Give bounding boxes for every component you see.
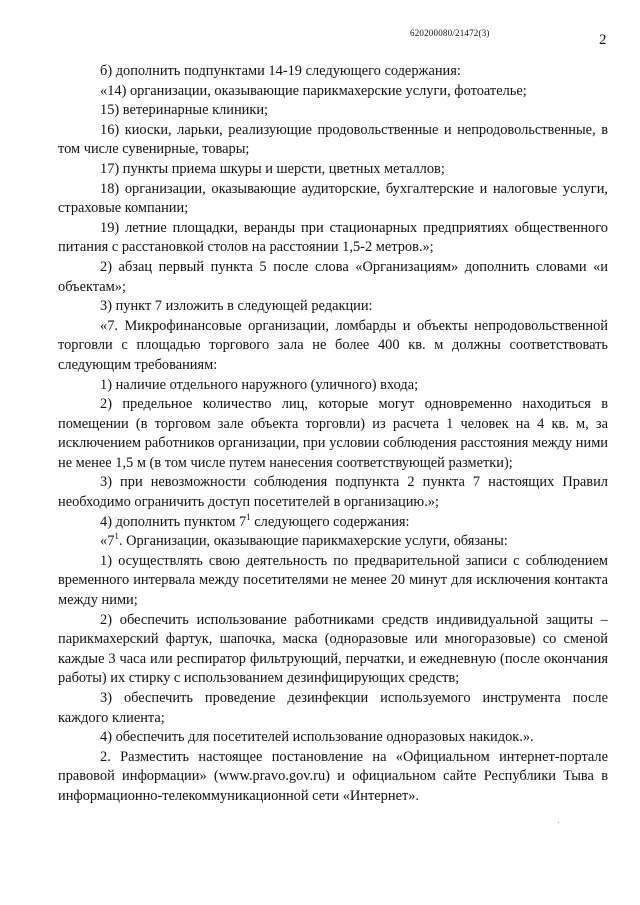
amend-4-text-end: следующего содержания: — [250, 513, 410, 530]
paragraph-item-15: 15) ветеринарные клиники; — [100, 102, 269, 119]
paragraph-item-14: «14) организации, оказывающие парикмахерские услуги, фотоателье; — [100, 82, 527, 99]
paragraph-item-19: 19) летние площадки, веранды при стационарных предприятиях общественного питания с расстановкой столов на расстоянии 1,5-2 метров.»; — [58, 219, 608, 256]
paragraph-hair-1: 1) осуществлять свою деятельность по предварительной записи с соблюдением временного интервала между посетителями не менее 20 минут для исключения контакта между ними; — [58, 552, 608, 609]
paragraph-hair-3: 3) обеспечить проведение дезинфекции используемого инструмента после каждого клиента; — [58, 690, 608, 726]
amend-4-text: 4) дополнить пунктом 7 — [100, 513, 247, 530]
point-71-text: «7 — [100, 533, 115, 550]
point-71-text-end: . Организации, оказывающие парикмахерские услуги, обязаны: — [118, 533, 508, 550]
paragraph-item-18: 18) организации, оказывающие аудиторские, бухгалтерские и налоговые услуги, страховые компании; — [58, 180, 608, 217]
paragraph-item-16: 16) киоски, ларьки, реализующие продовольственные и непродовольственные, в том числе сувенирные, товары; — [58, 121, 608, 158]
paragraph-point-7: «7. Микрофинансовые организации, ломбарды и объекты непродовольственной торговли с площадью торгового зала не более 400 кв. м должны соответствовать следующим требованиям: — [58, 317, 608, 373]
superscript: 1 — [246, 511, 251, 522]
paragraph-b-intro: б) дополнить подпунктами 14-19 следующего содержания: — [100, 63, 461, 79]
paragraph-point-7-1: 1) наличие отдельного наружного (уличного) входа; — [100, 376, 419, 393]
paragraph-point-7-1-intro — [58, 532, 608, 552]
document-body — [58, 62, 608, 807]
paragraph-hair-2: 2) обеспечить использование работниками средств индивидуальной защиты – парикмахерский фартук, шапочка, маска (одноразовые или многоразовые) со сменой каждые 3 часа или респиратор фильтрующий, перчатки, и ежедневную (после окончания работы) их стирку с использованием дезинфицирующих средств; — [58, 611, 608, 687]
paragraph-item-17: 17) пункты приема шкуры и шерсти, цветных металлов; — [100, 160, 445, 177]
scan-speck — [558, 822, 559, 823]
paragraph-hair-4: 4) обеспечить для посетителей использование одноразовых накидок.». — [100, 729, 534, 746]
paragraph-amend-2: 2) абзац первый пункта 5 после слова «Организациям» дополнить словами «и объектам»; — [58, 258, 608, 295]
superscript: 1 — [114, 531, 119, 542]
page-number: 2 — [599, 32, 607, 48]
paragraph-amend-3: 3) пункт 7 изложить в следующей редакции: — [100, 298, 373, 315]
paragraph-section-2: 2. Разместить настоящее постановление на «Официальном интернет-портале правовой информации» (www.pravo.gov.ru) и официальном сайте Республики Тыва в информационно-телекоммуникационной сети «Интернет». — [58, 748, 608, 804]
paragraph-point-7-2: 2) предельное количество лиц, которые могут одновременно находиться в помещении (в торговом зале объекта торговли) из расчета 1 человек на 4 кв. м, за исключением работников организации, при условии соблюдения расстояния между ними не менее 1,5 м (в том числе путем нанесения соответствующей разметки); — [58, 396, 608, 471]
document-id: 620200080/21472(3) — [410, 28, 490, 38]
paragraph-amend-4 — [58, 513, 608, 533]
paragraph-point-7-3: 3) при невозможности соблюдения подпункта 2 пункта 7 настоящих Правил необходимо ограничить доступ посетителей в организацию.»; — [58, 474, 608, 511]
